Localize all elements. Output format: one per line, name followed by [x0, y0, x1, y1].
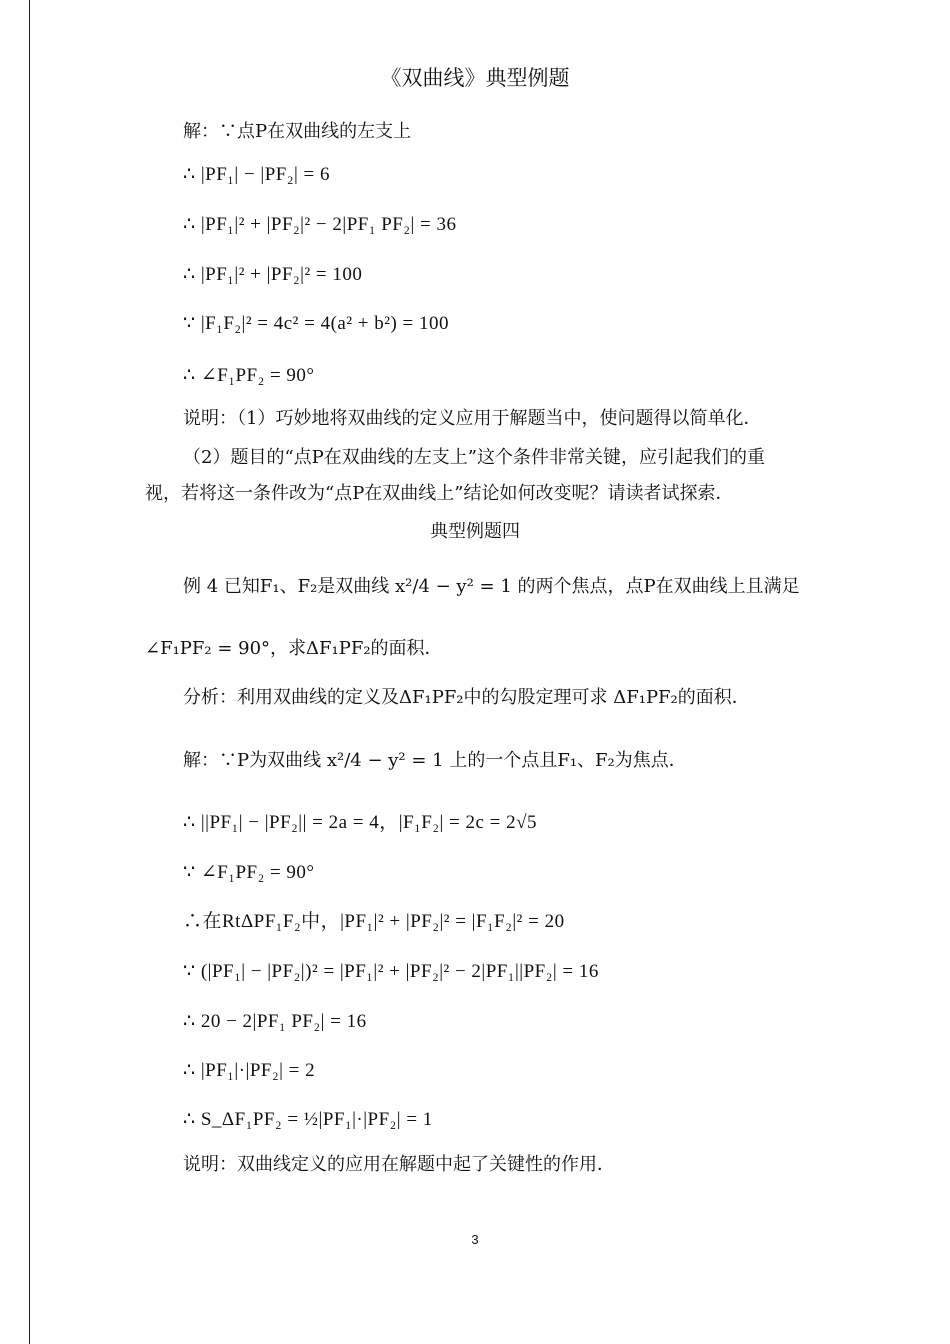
solution-line-8: ∴ S_ΔF₁PF₂ = ½|PF₁|·|PF₂| = 1 [183, 1109, 433, 1130]
equation-1: ∴ |PF₁| − |PF₂| = 6 [183, 164, 330, 185]
equation-5: ∴ ∠F₁PF₂ = 90° [183, 365, 315, 386]
equation-2: ∴ |PF₁|² + |PF₂|² − 2|PF₁ PF₂| = 36 [183, 214, 457, 235]
example-statement: 例 4 已知F₁、F₂是双曲线 x²/4 − y² = 1 的两个焦点，点P在双曲线上且满足 [183, 576, 800, 597]
solution-line-5: ∵ (|PF₁| − |PF₂|)² = |PF₁|² + |PF₂|² − 2|PF₁||PF₂| = 16 [183, 961, 599, 982]
note-2: （2）题目的“点P在双曲线的左支上”这个条件非常关键，应引起我们的重 [183, 447, 765, 468]
section-title: 典型例题四 [430, 521, 520, 542]
solution-intro: 解：∵点P在双曲线的左支上 [183, 121, 412, 142]
solution-line-4: ∴在RtΔPF₁F₂中，|PF₁|² + |PF₂|² = |F₁F₂|² = 20 [183, 911, 565, 932]
page-number: 3 [471, 1232, 479, 1247]
page-title: 《双曲线》典型例题 [380, 66, 570, 90]
solution-line-6: ∴ 20 − 2|PF₁ PF₂| = 16 [183, 1011, 367, 1032]
final-note: 说明：双曲线定义的应用在解题中起了关键性的作用． [183, 1154, 615, 1175]
solution-line-2: ∴ ||PF₁| − |PF₂|| = 2a = 4，|F₁F₂| = 2c = 2√5 [183, 812, 538, 833]
example-statement-continued: ∠F₁PF₂ = 90°，求ΔF₁PF₂的面积． [145, 638, 443, 659]
solution-line-3: ∵ ∠F₁PF₂ = 90° [183, 862, 315, 883]
equation-3: ∴ |PF₁|² + |PF₂|² = 100 [183, 264, 363, 285]
analysis: 分析：利用双曲线的定义及ΔF₁PF₂中的勾股定理可求 ΔF₁PF₂的面积． [183, 687, 750, 708]
page-left-border [29, 0, 30, 1344]
equation-4: ∵ |F₁F₂|² = 4c² = 4(a² + b²) = 100 [183, 313, 449, 334]
note-2-continued: 视，若将这一条件改为“点P在双曲线上”结论如何改变呢？请读者试探索． [145, 483, 734, 504]
solution-line-1: 解：∵P为双曲线 x²/4 − y² = 1 上的一个点且F₁、F₂为焦点． [183, 750, 687, 771]
solution-line-7: ∴ |PF₁|·|PF₂| = 2 [183, 1060, 316, 1081]
note-1: 说明：（1）巧妙地将双曲线的定义应用于解题当中，使问题得以简单化． [183, 408, 762, 429]
